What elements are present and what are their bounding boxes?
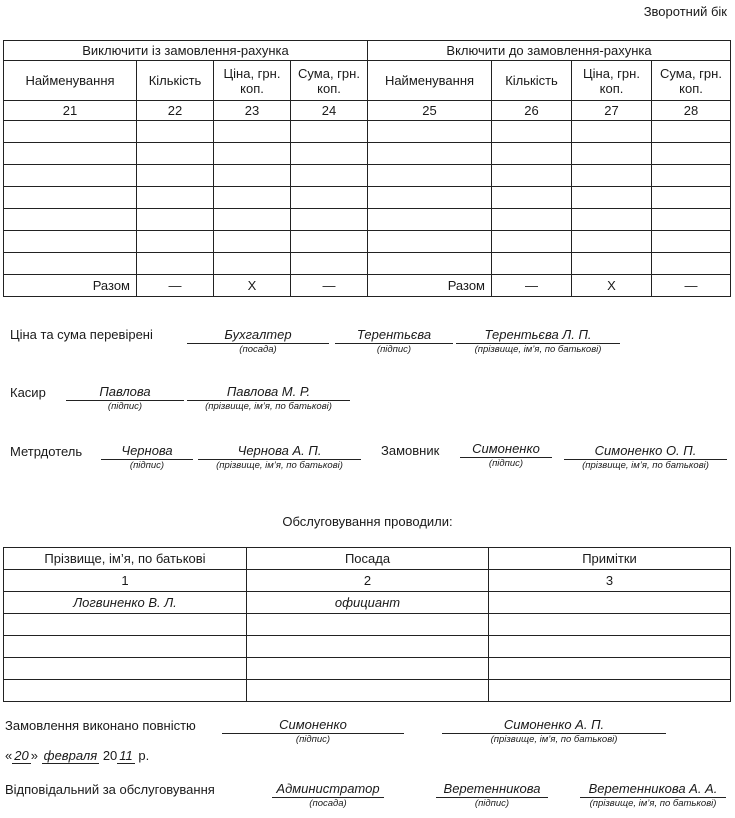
responsible-label: Відповідальний за обслуговування: [5, 782, 215, 797]
maitre-name: [198, 443, 361, 471]
maitre-signature-caption: (підпис): [129, 460, 165, 471]
col-header: Прізвище, ім’я, по батькові: [4, 548, 247, 570]
col-number: 21: [4, 101, 137, 121]
table-row: [4, 143, 731, 165]
col-number: 23: [214, 101, 291, 121]
col-header: Ціна, грн. коп.: [214, 61, 291, 101]
col-header: Сума, грн. коп.: [652, 61, 731, 101]
service-title: Обслуговування проводили:: [282, 514, 453, 529]
responsible-signature-value: Веретенникова: [436, 781, 548, 798]
completed-label: Замовлення виконано повністю: [5, 718, 196, 733]
col-number: 27: [572, 101, 652, 121]
col-header: Посада: [247, 548, 489, 570]
table-row: [4, 680, 731, 702]
completed-signature: [222, 717, 404, 745]
verified-name-caption: (прізвище, ім’я, по батькові): [474, 344, 602, 355]
staff-name: Логвиненко В. Л.: [4, 592, 247, 614]
completed-signature-value: Симоненко: [222, 717, 404, 734]
verified-position-value: Бухгалтер: [187, 327, 329, 344]
col-number: 28: [652, 101, 731, 121]
responsible-name-value: Веретенникова А. А.: [580, 781, 726, 798]
table-row: [4, 209, 731, 231]
verified-signature-value: Терентьєва: [335, 327, 453, 344]
col-number: 1: [4, 570, 247, 592]
service-column-headers: [4, 548, 731, 570]
col-number: 3: [489, 570, 731, 592]
responsible-position: [272, 781, 384, 809]
total-label: Разом: [368, 275, 492, 297]
cashier-signature: [66, 384, 184, 412]
total-cell: —: [137, 275, 214, 297]
table-row: [4, 658, 731, 680]
staff-position: официант: [247, 592, 489, 614]
date-day: 20: [14, 748, 29, 763]
service-table: [3, 547, 731, 702]
verified-signature: [335, 327, 453, 355]
date-month: февраля: [43, 748, 98, 763]
cashier-signature-value: Павлова: [66, 384, 184, 401]
column-headers: [4, 61, 731, 101]
col-header: Сума, грн. коп.: [291, 61, 368, 101]
col-header: Найменування: [368, 61, 492, 101]
service-column-numbers: [4, 570, 731, 592]
table-row: [4, 231, 731, 253]
responsible-signature: [436, 781, 548, 809]
include-header: Включити до замовлення-рахунка: [368, 41, 731, 61]
table-row: [4, 121, 731, 143]
staff-notes: [489, 592, 731, 614]
responsible-signature-caption: (підпис): [474, 798, 510, 809]
table-row: [4, 614, 731, 636]
total-cell: —: [492, 275, 572, 297]
col-header: Кількість: [492, 61, 572, 101]
maitre-name-caption: (прізвище, ім’я, по батькові): [216, 460, 343, 471]
col-number: 2: [247, 570, 489, 592]
maitre-signature-value: Чернова: [101, 443, 193, 460]
cashier-signature-caption: (підпис): [107, 401, 143, 412]
col-number: 22: [137, 101, 214, 121]
completed-signature-caption: (підпис): [295, 734, 331, 745]
cashier-label: Касир: [10, 385, 46, 400]
table-row: [4, 253, 731, 275]
col-header: Ціна, грн. коп.: [572, 61, 652, 101]
total-cell: —: [652, 275, 731, 297]
total-label: Разом: [4, 275, 137, 297]
completed-name: [442, 717, 666, 745]
cashier-name-value: Павлова М. Р.: [187, 384, 350, 401]
date-quote-open: «: [5, 748, 13, 763]
completed-name-caption: (прізвище, ім’я, по батькові): [490, 734, 618, 745]
verified-name-value: Терентьєва Л. П.: [456, 327, 620, 344]
col-header: Кількість: [137, 61, 214, 101]
total-row: [4, 275, 731, 297]
responsible-position-value: Администратор: [272, 781, 384, 798]
verified-position-caption: (посада): [239, 344, 277, 355]
responsible-name: [580, 781, 726, 809]
table-row: [4, 592, 731, 614]
cashier-name-caption: (прізвище, ім’я, по батькові): [205, 401, 332, 412]
verified-signature-caption: (підпис): [376, 344, 412, 355]
responsible-name-caption: (прізвище, ім’я, по батькові): [589, 798, 717, 809]
customer-signature-caption: (підпис): [488, 458, 524, 469]
verified-position: [187, 327, 329, 355]
date-quote-close: »: [30, 748, 38, 763]
table-row: [4, 636, 731, 658]
maitre-label: Метрдотель: [10, 444, 83, 459]
verified-name: [456, 327, 620, 355]
col-number: 26: [492, 101, 572, 121]
col-header: Примітки: [489, 548, 731, 570]
date-year-prefix: 20: [102, 748, 118, 763]
date-year-suffix: 11: [119, 748, 133, 763]
order-adjustment-table: [3, 40, 731, 297]
col-number: 24: [291, 101, 368, 121]
table-row: [4, 165, 731, 187]
maitre-name-value: Чернова А. П.: [198, 443, 361, 460]
customer-signature-value: Симоненко: [460, 441, 552, 458]
date-year-end: р.: [138, 748, 150, 763]
reverse-side-label: Зворотний бік: [643, 4, 727, 19]
customer-name-value: Симоненко О. П.: [564, 443, 727, 460]
total-cell: —: [291, 275, 368, 297]
exclude-header: Виключити із замовлення-рахунка: [4, 41, 368, 61]
customer-name-caption: (прізвище, ім’я, по батькові): [582, 460, 709, 471]
col-number: 25: [368, 101, 492, 121]
table-row: [4, 187, 731, 209]
customer-signature: [460, 441, 552, 469]
order-date: [5, 748, 149, 763]
total-cell: Х: [214, 275, 291, 297]
cashier-name: [187, 384, 350, 412]
responsible-position-caption: (посада): [309, 798, 347, 809]
maitre-signature: [101, 443, 193, 471]
verified-label: Ціна та сума перевірені: [10, 327, 153, 342]
column-numbers: [4, 101, 731, 121]
total-cell: Х: [572, 275, 652, 297]
col-header: Найменування: [4, 61, 137, 101]
completed-name-value: Симоненко А. П.: [442, 717, 666, 734]
customer-name: [564, 443, 727, 471]
customer-label: Замовник: [381, 443, 440, 458]
